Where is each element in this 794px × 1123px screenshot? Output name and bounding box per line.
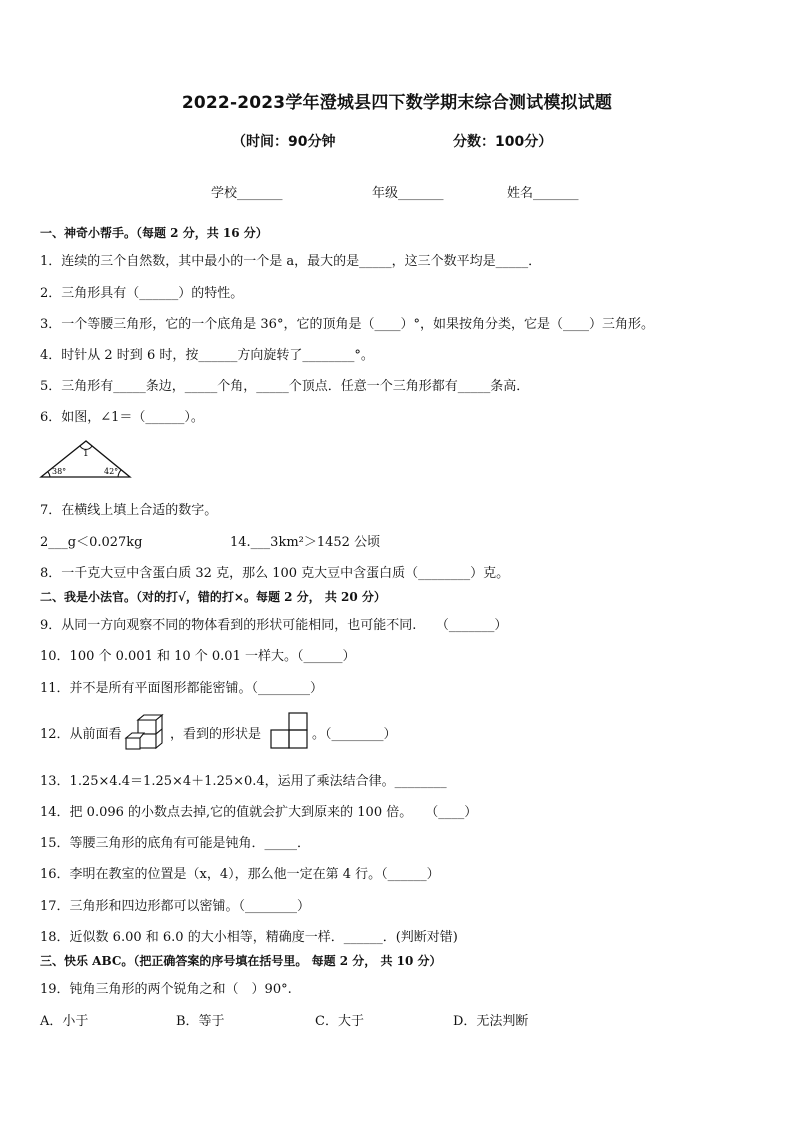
question-6: 6．如图，∠1＝（______）。 <box>40 410 204 425</box>
question-12-end: 。（________） <box>312 727 397 742</box>
question-8: 8．一千克大豆中含蛋白质 32 克，那么 100 克大豆中含蛋白质（________）克。 <box>40 566 510 581</box>
school-field: 学校_______ <box>211 186 283 201</box>
section-3-heading: 三、快乐 ABC。（把正确答案的序号填在括号里。 每题 2 分， 共 10 分） <box>40 954 442 968</box>
grade-field: 年级_______ <box>372 186 444 201</box>
name-field: 姓名_______ <box>507 186 579 201</box>
section-1-heading: 一、神奇小帮手。（每题 2 分，共 16 分） <box>40 226 268 240</box>
question-7-part-b: 14.___3km²＞1452 公顷 <box>230 535 381 550</box>
question-4: 4．时针从 2 时到 6 时，按______方向旋转了________°。 <box>40 348 374 363</box>
question-12-start: 12．从前面看 <box>40 727 122 742</box>
question-7-part-a: 2___g＜0.027kg <box>40 535 143 550</box>
question-7: 7．在横线上填上合适的数字。 <box>40 503 218 518</box>
question-1: 1．连续的三个自然数，其中最小的一个是 a，最大的是_____，这三个数平均是_____． <box>40 254 542 269</box>
angle-1-label: 1 <box>83 449 89 459</box>
question-14: 14．把 0.096 的小数点去掉,它的值就会扩大到原来的 100 倍。 （____） <box>40 805 478 820</box>
question-2: 2．三角形具有（______）的特性。 <box>40 286 244 301</box>
question-11: 11．并不是所有平面图形都能密铺。（________） <box>40 681 324 696</box>
exam-title: 2022-2023学年澄城县四下数学期末综合测试模拟试题 <box>181 93 613 113</box>
question-16: 16．李明在教室的位置是（x，4），那么他一定在第 4 行。（______） <box>40 867 440 882</box>
question-13: 13．1.25×4.4＝1.25×4＋1.25×0.4，运用了乘法结合律。________ <box>40 774 447 789</box>
question-9: 9．从同一方向观察不同的物体看到的形状可能相同，也可能不同. （_______） <box>40 618 508 633</box>
question-17: 17．三角形和四边形都可以密铺。（________） <box>40 899 311 914</box>
section-2-heading: 二、我是小法官。（对的打√，错的打×。每题 2 分， 共 20 分） <box>40 590 386 604</box>
cube-stack-figure <box>124 710 164 750</box>
triangle-figure <box>38 439 134 481</box>
question-10: 10．100 个 0.001 和 10 个 0.01 一样大。（______） <box>40 649 356 664</box>
question-18: 18．近似数 6.00 和 6.0 的大小相等，精确度一样．______．(判断对错) <box>40 930 458 945</box>
question-5: 5．三角形有_____条边，_____个角，_____个顶点．任意一个三角形都有_____条高． <box>40 379 530 394</box>
time-label: （时间：90分钟 <box>232 134 336 150</box>
question-19-option-c: C．大于 <box>315 1014 364 1029</box>
angle-38-label: 38° <box>52 467 67 476</box>
question-15: 15．等腰三角形的底角有可能是钝角．_____． <box>40 836 311 851</box>
question-19-option-a: A．小于 <box>40 1014 89 1029</box>
question-19-option-b: B．等于 <box>176 1014 225 1029</box>
question-3: 3．一个等腰三角形，它的一个底角是 36°，它的顶角是（____）°，如果按角分类，它是（____）三角形。 <box>40 317 654 332</box>
front-view-figure <box>270 712 312 750</box>
question-12-middle: ，看到的形状是 <box>170 727 262 742</box>
question-19-option-d: D．无法判断 <box>453 1014 529 1029</box>
score-label: 分数：100分） <box>453 134 553 150</box>
question-19: 19．钝角三角形的两个锐角之和（ ）90°. <box>40 982 292 997</box>
angle-42-label: 42° <box>104 467 119 476</box>
